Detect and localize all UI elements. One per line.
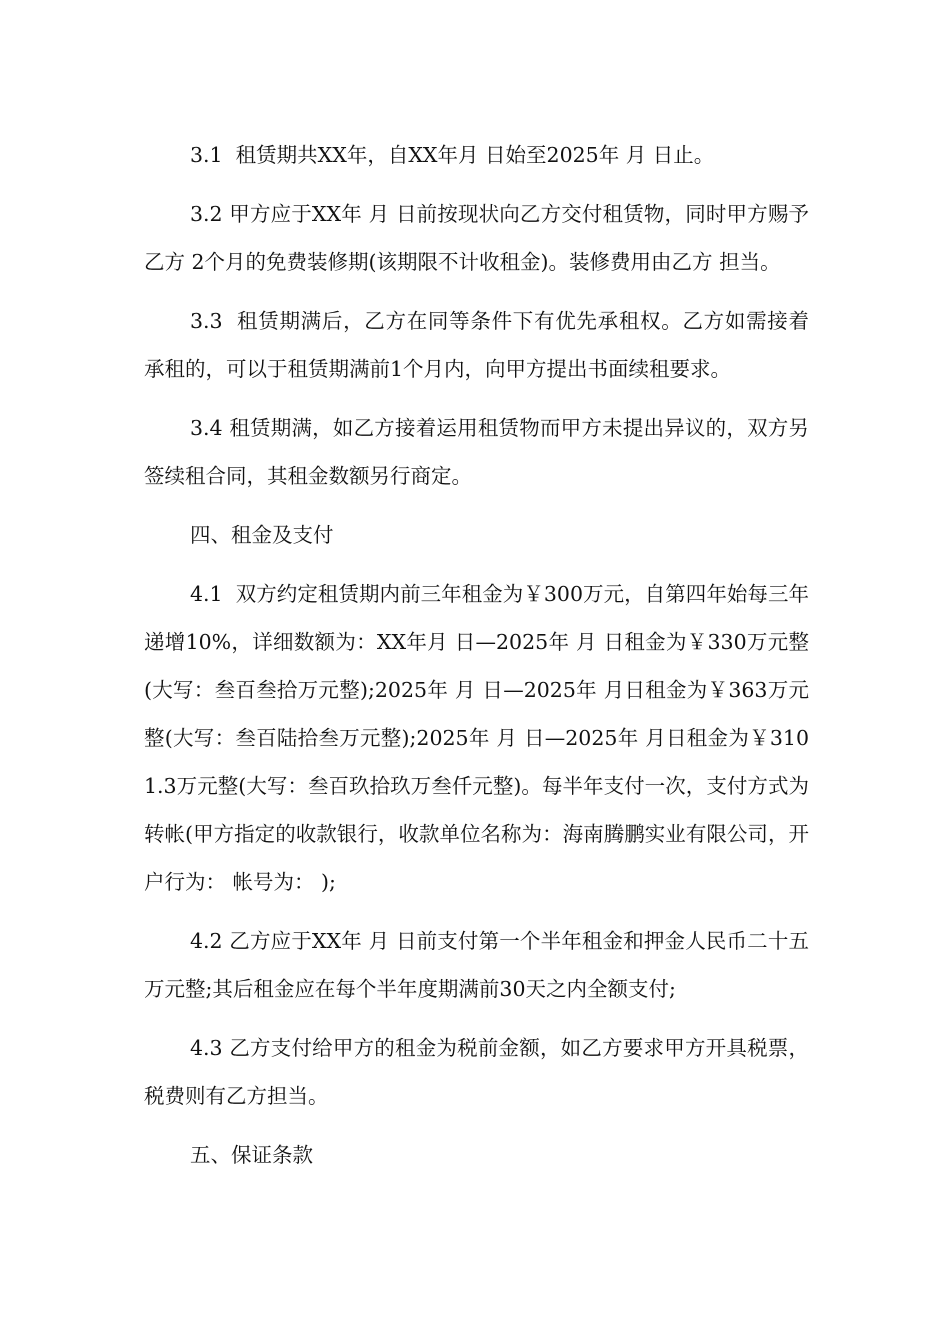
- clause-3-2: 3.2 甲方应于XX年 月 日前按现状向乙方交付租赁物，同时甲方赐予乙方 2个月的免费装修期(该期限不计收租金)。装修费用由乙方 担当。: [144, 202, 809, 274]
- clause-3-1: 3.1 租赁期共XX年，自XX年月 日始至2025年 月 日止。: [190, 143, 715, 167]
- clause-4-2: 4.2 乙方应于XX年 月 日前支付第一个半年租金和押金人民币二十五万元整;其后租金应在每个半年度期满前30天之内全额支付;: [144, 929, 809, 1001]
- clause-3-4: 3.4 租赁期满，如乙方接着运用租赁物而甲方未提出异议的，双方另签续租合同，其租金数额另行商定。: [144, 416, 809, 488]
- document-body: [144, 131, 809, 1190]
- section-heading-4: 四、租金及支付: [190, 523, 334, 547]
- clause-4-3: 4.3 乙方支付给甲方的租金为税前金额，如乙方要求甲方开具税票，税费则有乙方担当。: [144, 1036, 809, 1108]
- section-heading-5: 五、保证条款: [190, 1143, 313, 1167]
- clause-3-3: 3.3 租赁期满后，乙方在同等条件下有优先承租权。乙方如需接着承租的，可以于租赁期满前1个月内，向甲方提出书面续租要求。: [144, 309, 809, 381]
- clause-4-1: 4.1 双方约定租赁期内前三年租金为￥300万元，自第四年始每三年递增10%，详细数额为：XX年月 日—2025年 月 日租金为￥330万元整(大写：叁百叁拾万元整);2025年 月 日—2025年 月日租金为￥363万元整(大写：叁百陆拾叁万元整);2025年 月 日—2025年 月日租金为￥3101.3万元整(大写：叁百玖拾玖万叁仟元整)。每半年支付一次，支付方式为转帐(甲方指定的收款银行，收款单位名称为：海南腾鹏实业有限公司，开户行为： 帐号为： );: [144, 582, 809, 894]
